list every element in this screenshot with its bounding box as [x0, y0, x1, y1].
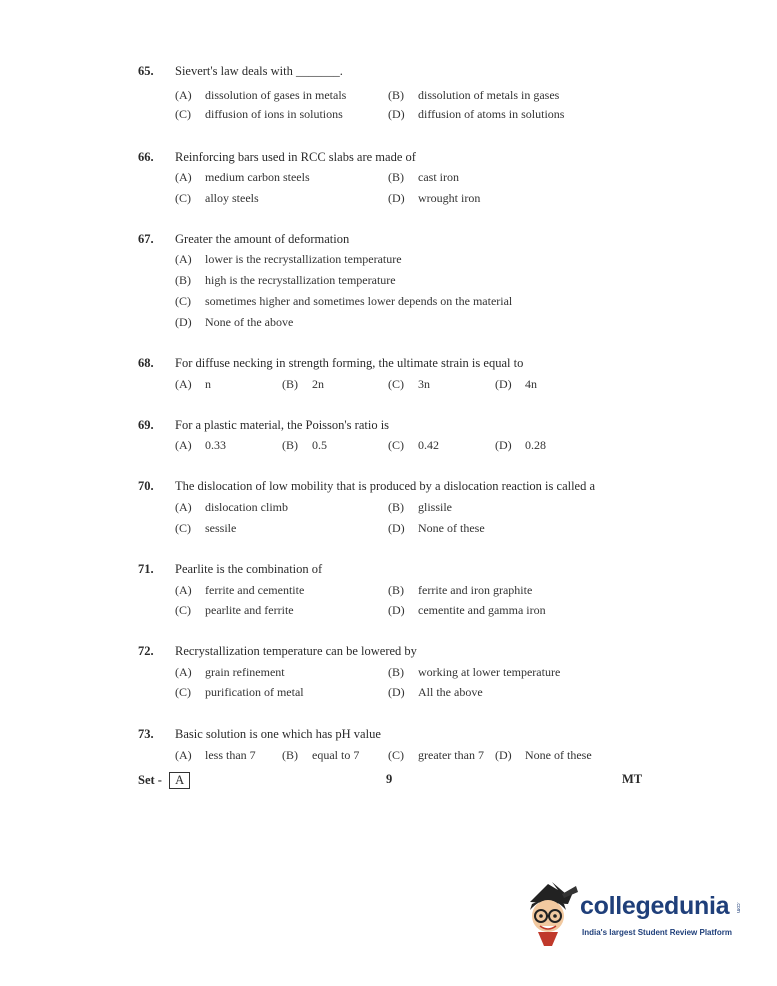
option-c: (C) sometimes higher and sometimes lower depends on the material [175, 294, 513, 308]
option-a: (A) grain refinement [175, 665, 285, 679]
option-d: (D) All the above [388, 685, 483, 699]
option-d: (D) 0.28 [495, 438, 546, 452]
option-b: (B) ferrite and iron graphite [388, 583, 533, 597]
option-a: (A) ferrite and cementite [175, 583, 305, 597]
option-b: (B) working at lower temperature [388, 665, 561, 679]
question-number: 73. [138, 727, 154, 741]
question-stem: For diffuse necking in strength forming, the ultimate strain is equal to [175, 356, 524, 370]
question-number: 66. [138, 150, 154, 164]
question-number: 69. [138, 418, 154, 432]
option-a: (A) less than 7 [175, 748, 256, 762]
question-number: 72. [138, 644, 154, 658]
option-b: (B) equal to 7 [282, 748, 360, 762]
logo-tagline: India's largest Student Review Platform [582, 928, 732, 937]
option-a: (A) n [175, 377, 211, 391]
option-d: (D) None of these [388, 521, 485, 535]
question-number: 65. [138, 64, 154, 78]
set-value: A [169, 772, 190, 789]
option-c: (C) 3n [388, 377, 430, 391]
option-c: (C) purification of metal [175, 685, 304, 699]
question-number: 71. [138, 562, 154, 576]
option-a: (A) 0.33 [175, 438, 226, 452]
question-stem: Reinforcing bars used in RCC slabs are made of [175, 150, 416, 164]
question-stem: The dislocation of low mobility that is produced by a dislocation reaction is called a [175, 479, 596, 493]
option-c: (C) alloy steels [175, 191, 259, 205]
option-c: (C) pearlite and ferrite [175, 603, 294, 617]
option-d: (D) cementite and gamma iron [388, 603, 546, 617]
option-a: (A) lower is the recrystallization temperature [175, 252, 402, 266]
option-a: (A) dissolution of gases in metals [175, 88, 347, 102]
question-stem: Pearlite is the combination of [175, 562, 323, 576]
option-d: (D) None of these [495, 748, 592, 762]
option-d: (D) None of the above [175, 315, 294, 329]
logo-wordmark: collegedunia [580, 892, 730, 920]
question-number: 70. [138, 479, 154, 493]
option-a: (A) dislocation climb [175, 500, 288, 514]
question-stem: For a plastic material, the Poisson's ratio is [175, 418, 390, 432]
option-c: (C) greater than 7 [388, 748, 484, 762]
option-b: (B) glissile [388, 500, 453, 514]
set-indicator [138, 772, 190, 789]
set-label: Set - [138, 773, 162, 787]
page-number: 9 [386, 772, 393, 786]
question-number: 67. [138, 232, 154, 246]
option-d: (D) wrought iron [388, 191, 481, 205]
option-b: (B) cast iron [388, 170, 459, 184]
option-c: (C) diffusion of ions in solutions [175, 107, 343, 121]
mascot-icon [518, 880, 578, 950]
option-a: (A) medium carbon steels [175, 170, 310, 184]
question-number: 68. [138, 356, 154, 370]
question-stem: Recrystallization temperature can be lowered by [175, 644, 417, 658]
option-b: (B) high is the recrystallization temperature [175, 273, 396, 287]
option-d: (D) diffusion of atoms in solutions [388, 107, 565, 121]
option-c: (C) sessile [175, 521, 237, 535]
option-b: (B) 0.5 [282, 438, 327, 452]
option-d: (D) 4n [495, 377, 537, 391]
option-b: (B) dissolution of metals in gases [388, 88, 560, 102]
paper-code: MT [622, 772, 643, 786]
question-stem: Greater the amount of deformation [175, 232, 350, 246]
logo-suffix: .com [735, 902, 741, 913]
question-stem: Sievert's law deals with _______. [175, 64, 343, 78]
option-b: (B) 2n [282, 377, 324, 391]
collegedunia-logo [518, 880, 748, 950]
option-c: (C) 0.42 [388, 438, 439, 452]
question-stem: Basic solution is one which has pH value [175, 727, 381, 741]
